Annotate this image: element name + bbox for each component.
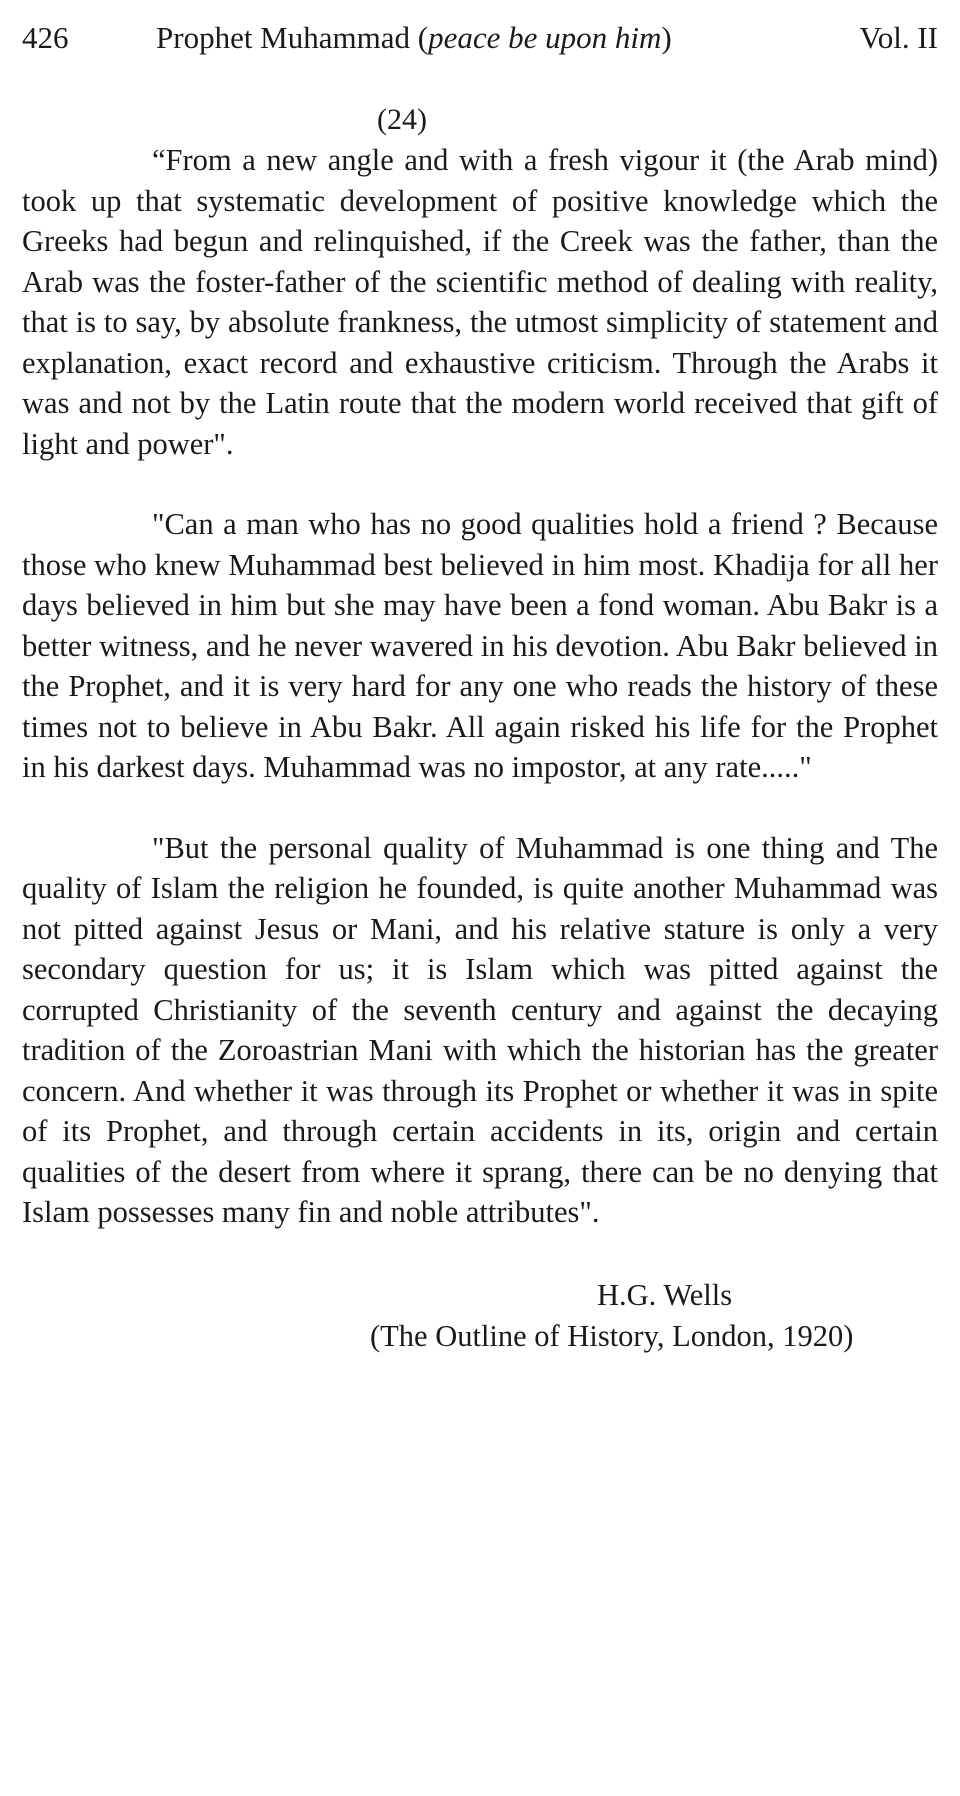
volume-label: Vol. II bbox=[859, 20, 938, 55]
attribution-source: (The Outline of History, London, 1920) bbox=[370, 1318, 854, 1353]
running-title-suffix: ) bbox=[661, 20, 672, 55]
running-header bbox=[22, 18, 938, 58]
book-page bbox=[22, 18, 938, 1357]
quote-paragraph-3: "But the personal quality of Muhammad is one thing and The quality of Islam the religion he founded, is quite another Muhammad was not pitted against Jesus or Mani, and his relative stature is only a very secondary question for us; it is Islam which was pitted against the corrupted Christianity of the seventh century and against the decaying tradition of the Zoroastrian Mani with which the historian has the greater concern. And whether it was through its Prophet or whether it was in spite of its Prophet, and through certain accidents in its, origin and certain qualities of the desert from where it sprang, there can be no denying that Islam possesses many fin and noble attributes". bbox=[22, 830, 938, 1229]
quote-paragraph-1: “From a new angle and with a fresh vigour it (the Arab mind) took up that systematic development of positive knowledge which the Greeks had begun and relinquished, if the Creek was the father, than the Arab was the foster-father of the scientific method of dealing with reality, that is to say, by absolute frankness, the utmost simplicity of statement and explanation, exact record and exhaustive criticism. Through the Arabs it was and not by the Latin route that the modern world received that gift of light and power". bbox=[22, 143, 938, 461]
attribution bbox=[22, 1275, 938, 1357]
section-number: (24) bbox=[377, 103, 427, 136]
running-title-italic: peace be upon him bbox=[428, 20, 662, 55]
attribution-author: H.G. Wells bbox=[597, 1277, 733, 1312]
running-title-prefix: Prophet Muhammad ( bbox=[156, 20, 429, 55]
running-title bbox=[156, 18, 859, 58]
quote-paragraph-2: "Can a man who has no good qualities hold a friend ? Because those who knew Muhammad best believed in him most. Khadija for all her days believed in him but she may have been a fond woman. Abu Bakr is a better witness, and he never wavered in his devotion. Abu Bakr believed in the Prophet, and it is very hard for any one who reads the history of these times not to believe in Abu Bakr. All again risked his life for the Prophet in his darkest days. Muhammad was no impostor, at any rate....." bbox=[22, 507, 938, 784]
page-number: 426 bbox=[22, 20, 69, 55]
